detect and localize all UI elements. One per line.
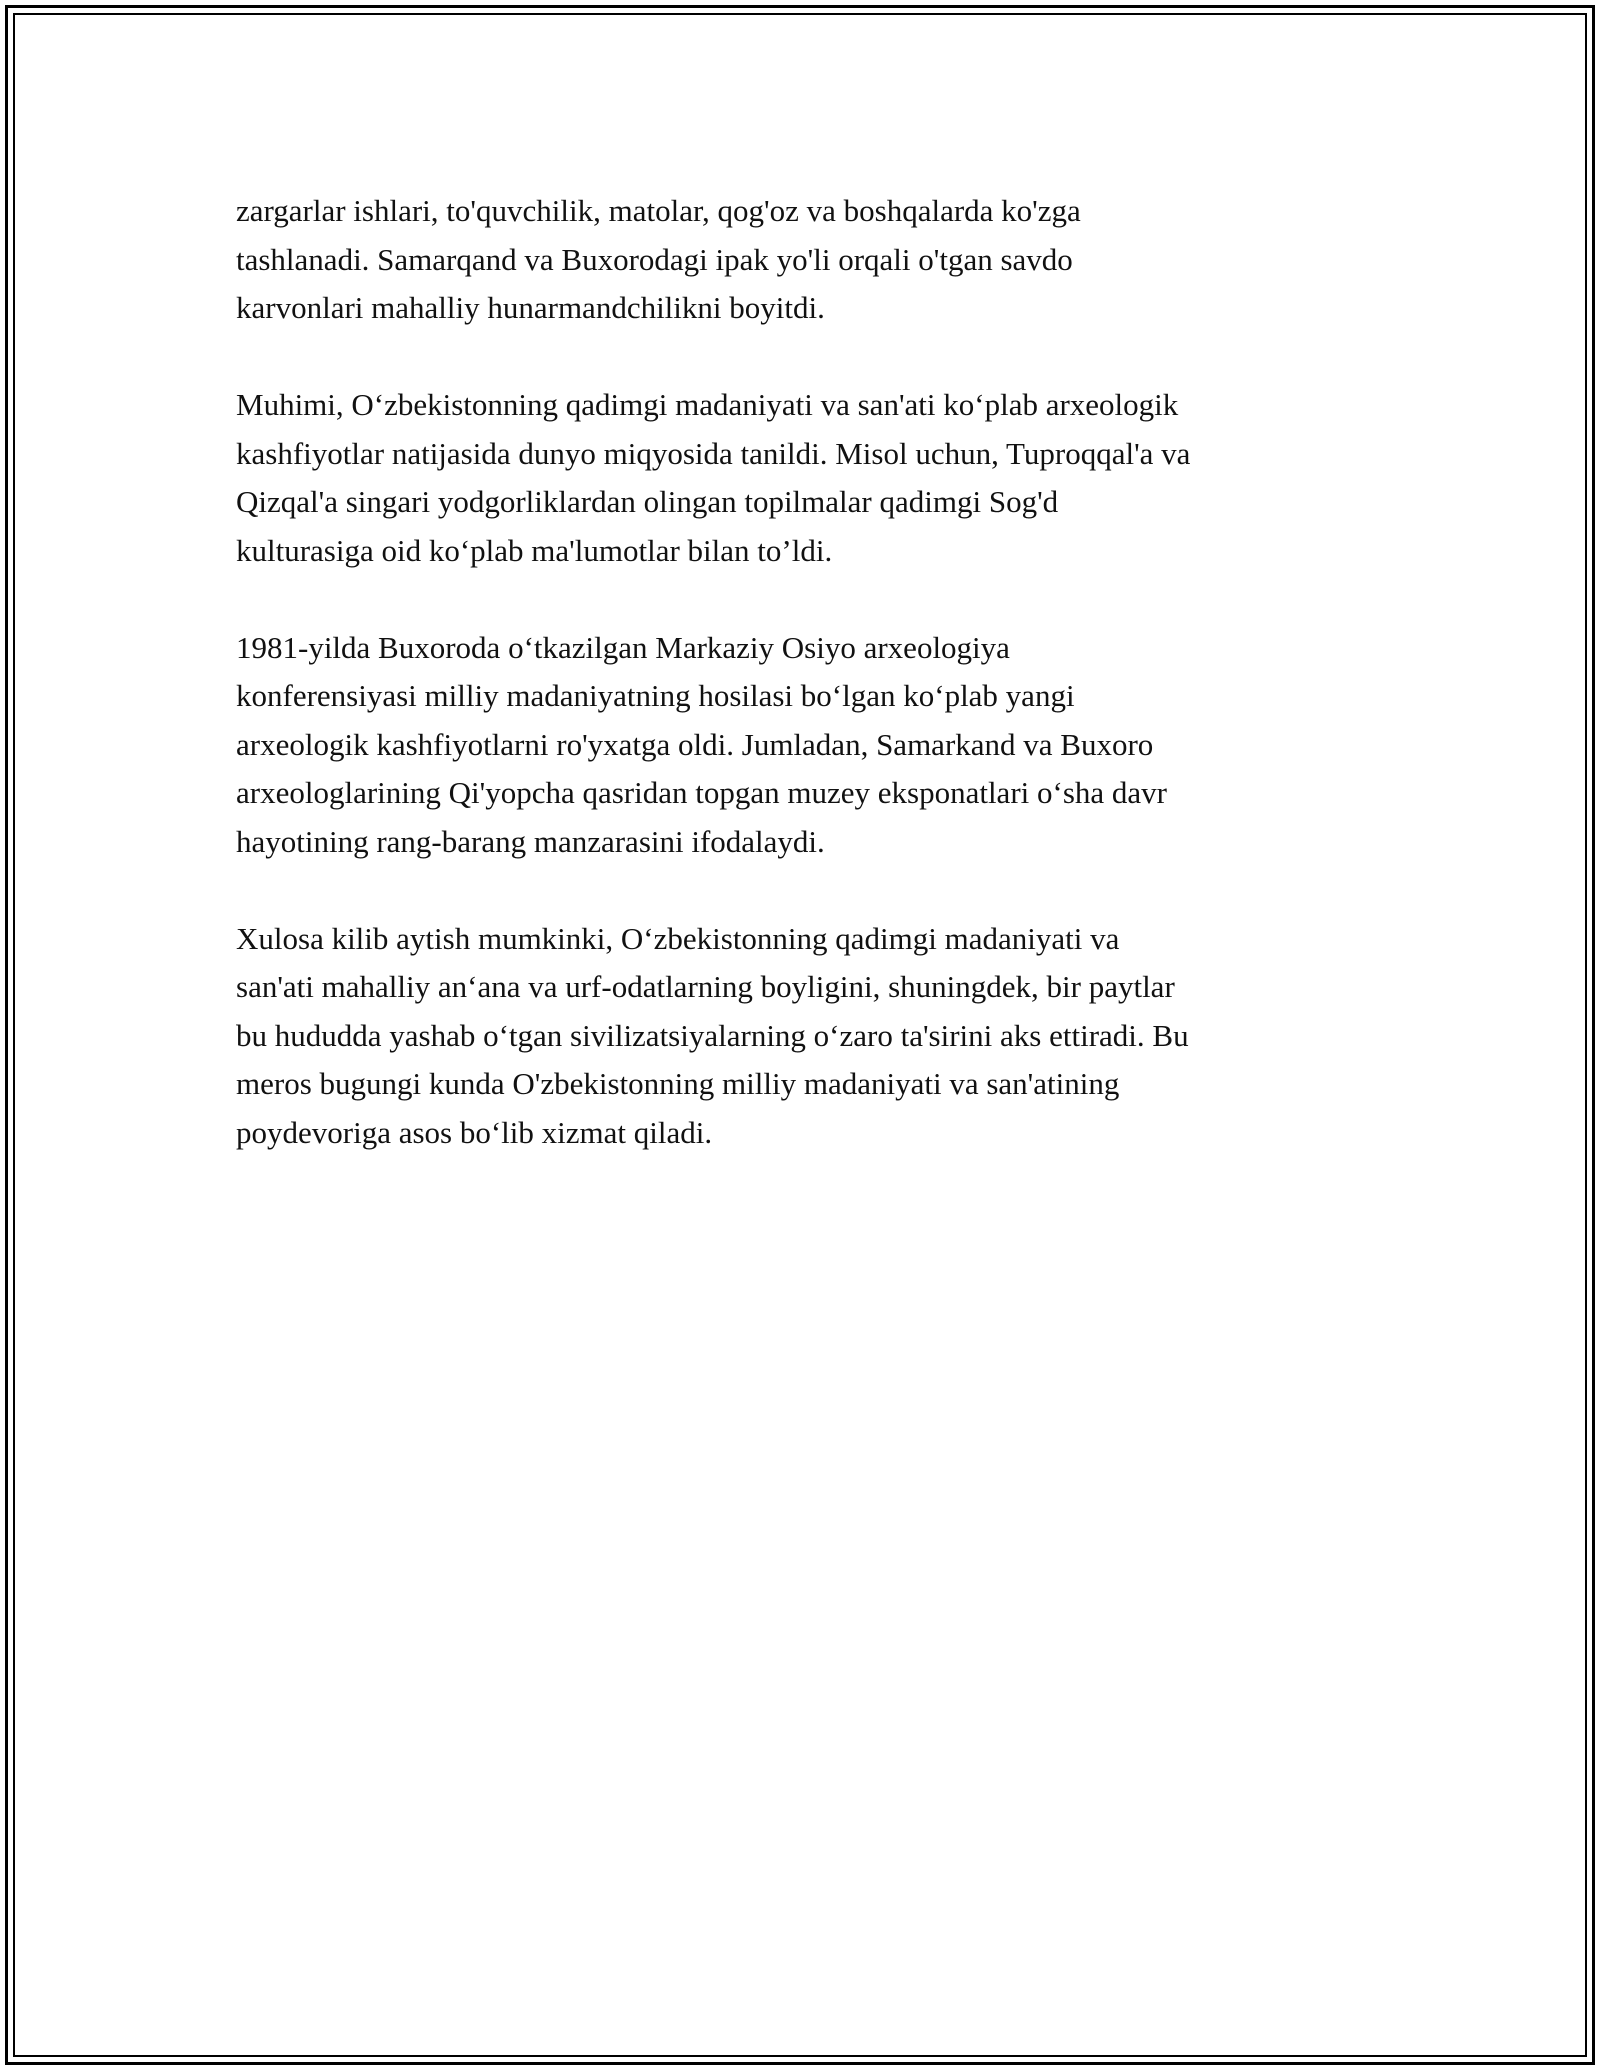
text-line: Xulosa kilib aytish mumkinki, Oʻzbekistonning qadimgi madaniyati va <box>236 920 1120 956</box>
text-line: poydevoriga asos boʻlib xizmat qiladi. <box>236 1114 713 1150</box>
text-line: zargarlar ishlari, to'quvchilik, matolar, qog'oz va boshqalarda ko'zga <box>236 193 1081 228</box>
text-line: arxeologlarining Qi'yopcha qasridan topgan muzey eksponatlari oʻsha davr <box>236 775 1167 810</box>
text-line: kulturasiga oid koʻplab ma'lumotlar bilan to’ldi. <box>236 532 833 568</box>
document-body <box>236 187 1376 1206</box>
paragraph-2 <box>236 381 1376 575</box>
text-line: arxeologik kashfiyotlarni ro'yxatga oldi. Jumladan, Samarkand va Buxoro <box>236 726 1154 762</box>
paragraph-1 <box>236 187 1376 333</box>
text-line: bu hududda yashab oʻtgan sivilizatsiyalarning oʻzaro ta'sirini aks ettiradi. Bu <box>236 1017 1189 1053</box>
text-line: 1981-yilda Buxoroda oʻtkazilgan Markaziy Osiyo arxeologiya <box>236 629 1010 665</box>
text-line: Qizqal'a singari yodgorliklardan olingan topilmalar qadimgi Sog'd <box>236 484 1059 519</box>
text-line: kashfiyotlar natijasida dunyo miqyosida tanildi. Misol uchun, Tuproqqal'a va <box>236 435 1191 471</box>
paragraph-4 <box>236 915 1376 1158</box>
text-line: konferensiyasi milliy madaniyatning hosilasi boʻlgan koʻplab yangi <box>236 678 1075 713</box>
text-line: hayotining rang-barang manzarasini ifodalaydi. <box>236 823 825 859</box>
text-line: Muhimi, Oʻzbekistonning qadimgi madaniyati va san'ati koʻplab arxeologik <box>236 387 1179 422</box>
text-line: karvonlari mahalliy hunarmandchilikni boyitdi. <box>236 290 825 325</box>
text-line: tashlanadi. Samarqand va Buxorodagi ipak yo'li orqali o'tgan savdo <box>236 241 1073 277</box>
text-line: meros bugungi kunda O'zbekistonning milliy madaniyati va san'atining <box>236 1066 1120 1101</box>
text-line: san'ati mahalliy anʻana va urf-odatlarning boyligini, shuningdek, bir paytlar <box>236 969 1175 1004</box>
paragraph-3 <box>236 624 1376 867</box>
